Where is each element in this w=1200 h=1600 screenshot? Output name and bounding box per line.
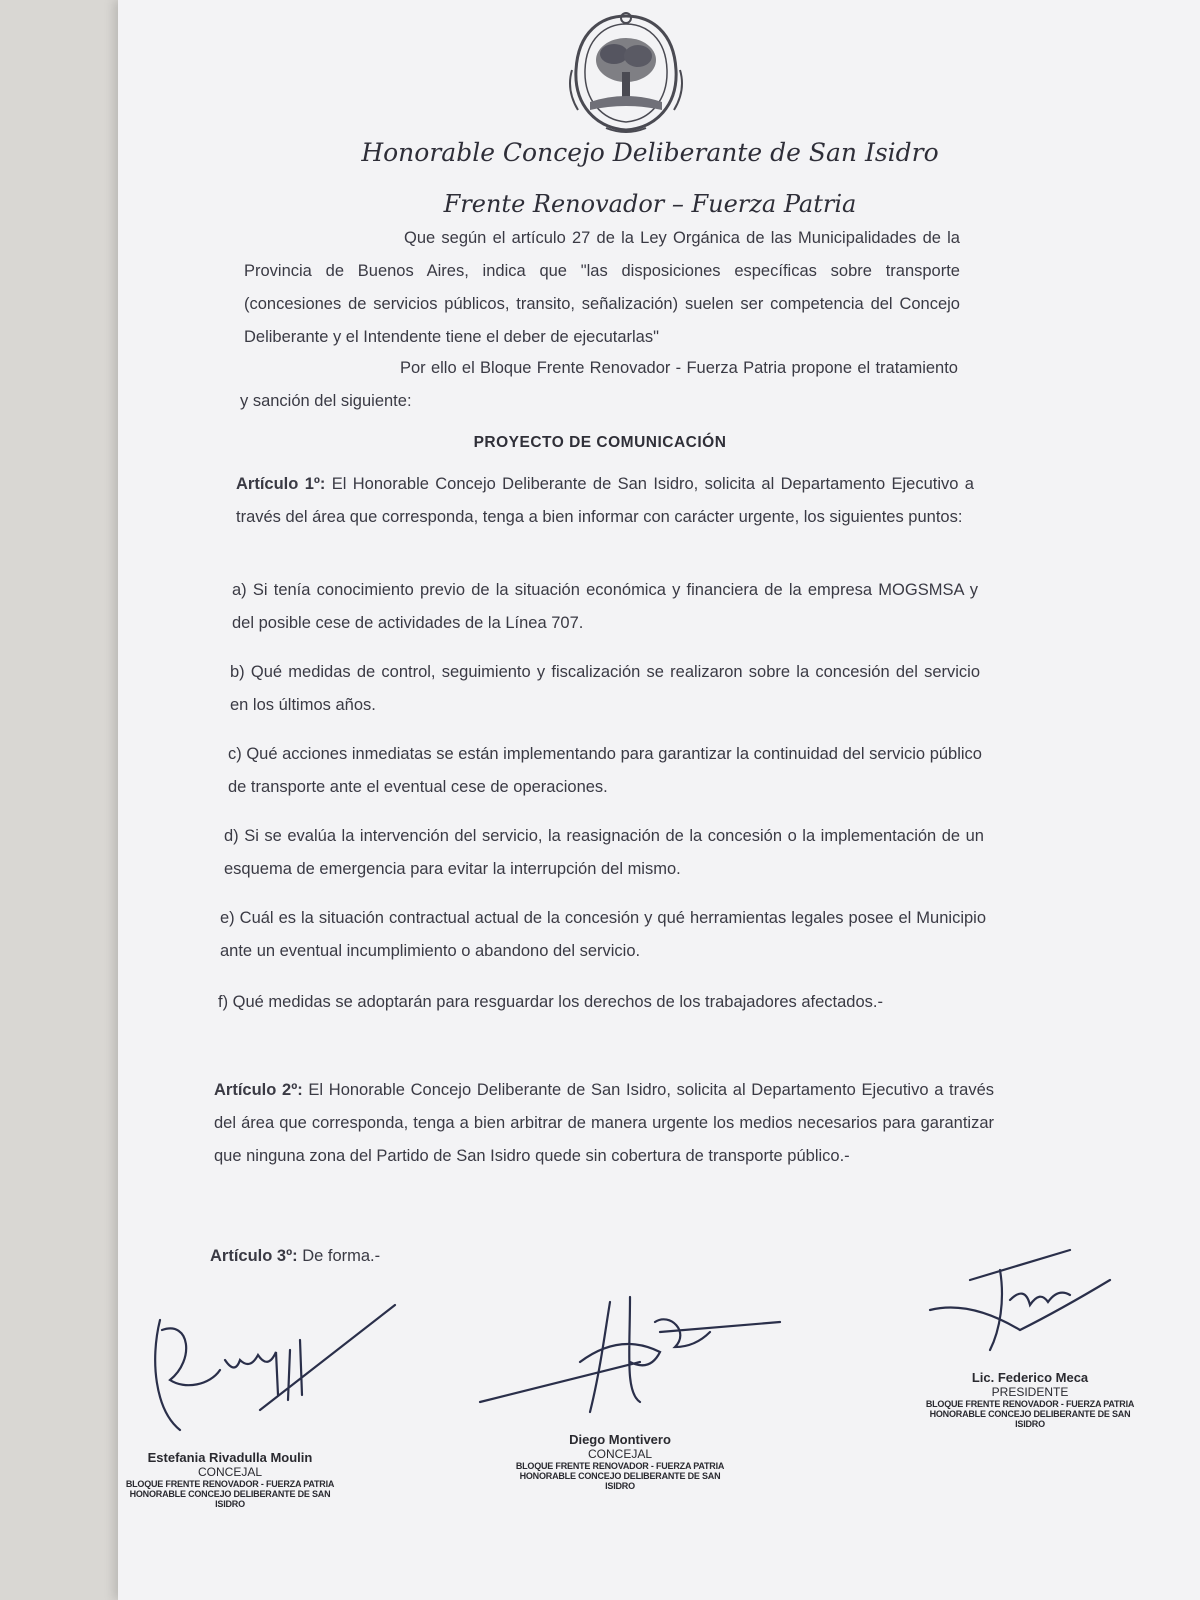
signer-name: Lic. Federico Meca	[971, 1370, 1089, 1385]
article-2: Artículo 2º: El Honorable Concejo Deliberante de San Isidro, solicita al Departamento Ejecutivo a través del área que corresponda, tenga a bien arbitrar de manera urgente los medios necesarios para garantizar que ninguna zona del Partido de San Isidro quede sin cobertura de transporte público.-	[214, 1081, 994, 1165]
item-b: b) Qué medidas de control, seguimiento y fiscalización se realizaron sobre la concesión del servicio en los últimos años.	[230, 663, 980, 714]
council-title: Honorable Concejo Deliberante de San Isidro	[361, 138, 939, 167]
item-f: f) Qué medidas se adoptarán para resguardar los derechos de los trabajadores afectados.-	[218, 993, 883, 1011]
item-e: e) Cuál es la situación contractual actual de la concesión y qué herramientas legales posee el Municipio ante un eventual incumplimiento o abandono del servicio.	[220, 909, 986, 960]
signer-role: PRESIDENTE	[991, 1385, 1069, 1399]
signature-montivero	[480, 1292, 790, 1432]
signature-block-meca	[920, 1370, 1140, 1429]
article-1: Artículo 1º: El Honorable Concejo Deliberante de San Isidro, solicita al Departamento Ejecutivo a través del área que corresponda, tenga a bien informar con carácter urgente, los siguientes puntos:	[236, 475, 974, 526]
item-d: d) Si se evalúa la intervención del servicio, la reasignación de la concesión o la implementación de un esquema de emergencia para evitar la interrupción del mismo.	[224, 827, 984, 878]
signer-council: HONORABLE CONCEJO DELIBERANTE DE SAN ISIDRO	[929, 1409, 1131, 1429]
signer-name: Estefania Rivadulla Moulin	[147, 1450, 313, 1465]
article-3: Artículo 3º: De forma.-	[210, 1247, 381, 1265]
signer-role: CONCEJAL	[197, 1465, 262, 1479]
signer-council: HONORABLE CONCEJO DELIBERANTE DE SAN ISIDRO	[129, 1489, 331, 1509]
item-c: c) Qué acciones inmediatas se están implementando para garantizar la continuidad del servicio público de transporte ante el eventual cese de operaciones.	[228, 745, 982, 796]
signature-block-rivadulla	[120, 1450, 340, 1509]
intro-paragraph-1: Que según el artículo 27 de la Ley Orgánica de las Municipalidades de la Provincia de Buenos Aires, indica que "las disposiciones específicas sobre transporte (concesiones de servicios públicos, transito, señalización) suelen ser competencia del Concejo Deliberante y el Intendente tiene el deber de ejecutarlas"	[244, 229, 960, 346]
signature-rivadulla	[140, 1300, 410, 1440]
coat-of-arms-seal	[566, 10, 686, 136]
project-heading: PROYECTO DE COMUNICACIÓN	[473, 434, 727, 451]
signature-meca	[930, 1240, 1130, 1360]
signer-bloc: BLOQUE FRENTE RENOVADOR - FUERZA PATRIA	[515, 1461, 725, 1471]
item-a: a) Si tenía conocimiento previo de la situación económica y financiera de la empresa MOGSMSA y del posible cese de actividades de la Línea 707.	[232, 581, 978, 632]
bloc-subtitle: Frente Renovador – Fuerza Patria	[443, 190, 857, 218]
signature-block-montivero	[510, 1432, 730, 1491]
signer-council: HONORABLE CONCEJO DELIBERANTE DE SAN ISIDRO	[519, 1471, 721, 1491]
signer-role: CONCEJAL	[587, 1447, 652, 1461]
signer-bloc: BLOQUE FRENTE RENOVADOR - FUERZA PATRIA	[125, 1479, 335, 1489]
signer-name: Diego Montivero	[569, 1432, 671, 1447]
intro-paragraph-2: Por ello el Bloque Frente Renovador - Fuerza Patria propone el tratamiento y sanción del siguiente:	[240, 359, 958, 410]
signer-bloc: BLOQUE FRENTE RENOVADOR - FUERZA PATRIA	[925, 1399, 1135, 1409]
